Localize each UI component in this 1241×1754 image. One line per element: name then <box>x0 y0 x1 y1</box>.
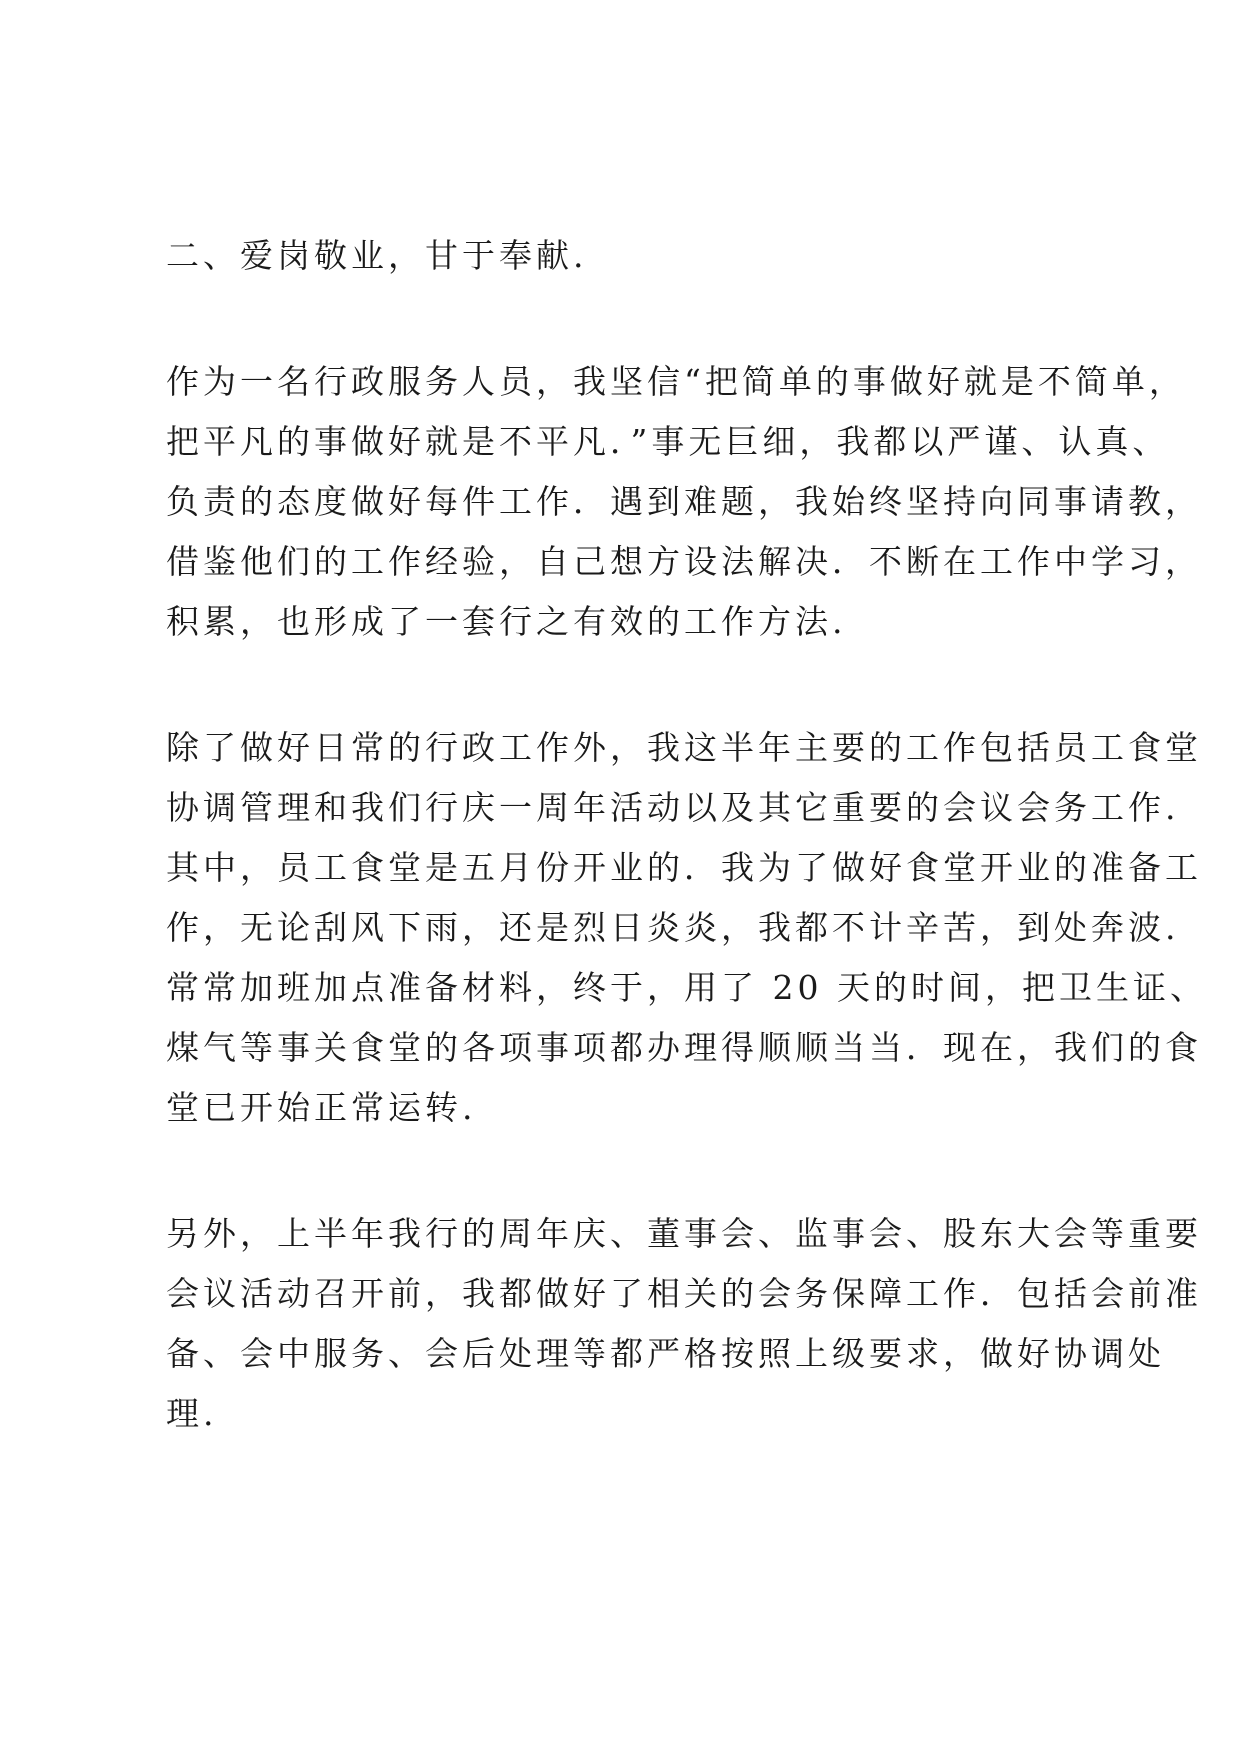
paragraph-line: 作，无论刮风下雨，还是烈日炎炎，我都不计辛苦，到处奔波. <box>166 908 1180 947</box>
paragraph-line: 其中，员工食堂是五月份开业的．我为了做好食堂开业的准备工 <box>166 848 1202 887</box>
paragraph-line: 常常加班加点准备材料，终于，用了 20 天的时间，把卫生证、 <box>166 968 1207 1007</box>
paragraph-line: 协调管理和我们行庆一周年活动以及其它重要的会议会务工作. <box>166 788 1180 827</box>
paragraph-line: 把平凡的事做好就是不平凡．”事无巨细，我都以严谨、认真、 <box>166 422 1170 461</box>
paragraph-line: 理. <box>166 1394 218 1433</box>
document-body <box>166 226 1207 1444</box>
paragraph-line: 借鉴他们的工作经验，自己想方设法解决．不断在工作中学习， <box>166 542 1202 581</box>
paragraph-line: 会议活动召开前，我都做好了相关的会务保障工作．包括会前准 <box>166 1274 1202 1313</box>
paragraph-line: 备、会中服务、会后处理等都严格按照上级要求，做好协调处 <box>166 1334 1165 1373</box>
paragraph-3 <box>166 1204 1202 1444</box>
paragraph-line: 另外，上半年我行的周年庆、董事会、监事会、股东大会等重要 <box>166 1214 1202 1253</box>
paragraph-line: 堂已开始正常运转. <box>166 1088 477 1127</box>
paragraph-line: 除了做好日常的行政工作外，我这半年主要的工作包括员工食堂 <box>166 728 1202 767</box>
section-heading: 二、爱岗敬业，甘于奉献. <box>166 236 588 275</box>
paragraph-line: 作为一名行政服务人员，我坚信“把简单的事做好就是不简单， <box>166 362 1186 401</box>
paragraph-line: 负责的态度做好每件工作．遇到难题，我始终坚持向同事请教， <box>166 482 1202 521</box>
paragraph-2 <box>166 718 1207 1138</box>
paragraph-line: 煤气等事关食堂的各项事项都办理得顺顺当当．现在，我们的食 <box>166 1028 1202 1067</box>
paragraph-1 <box>166 352 1202 652</box>
paragraph-line: 积累，也形成了一套行之有效的工作方法. <box>166 602 847 641</box>
